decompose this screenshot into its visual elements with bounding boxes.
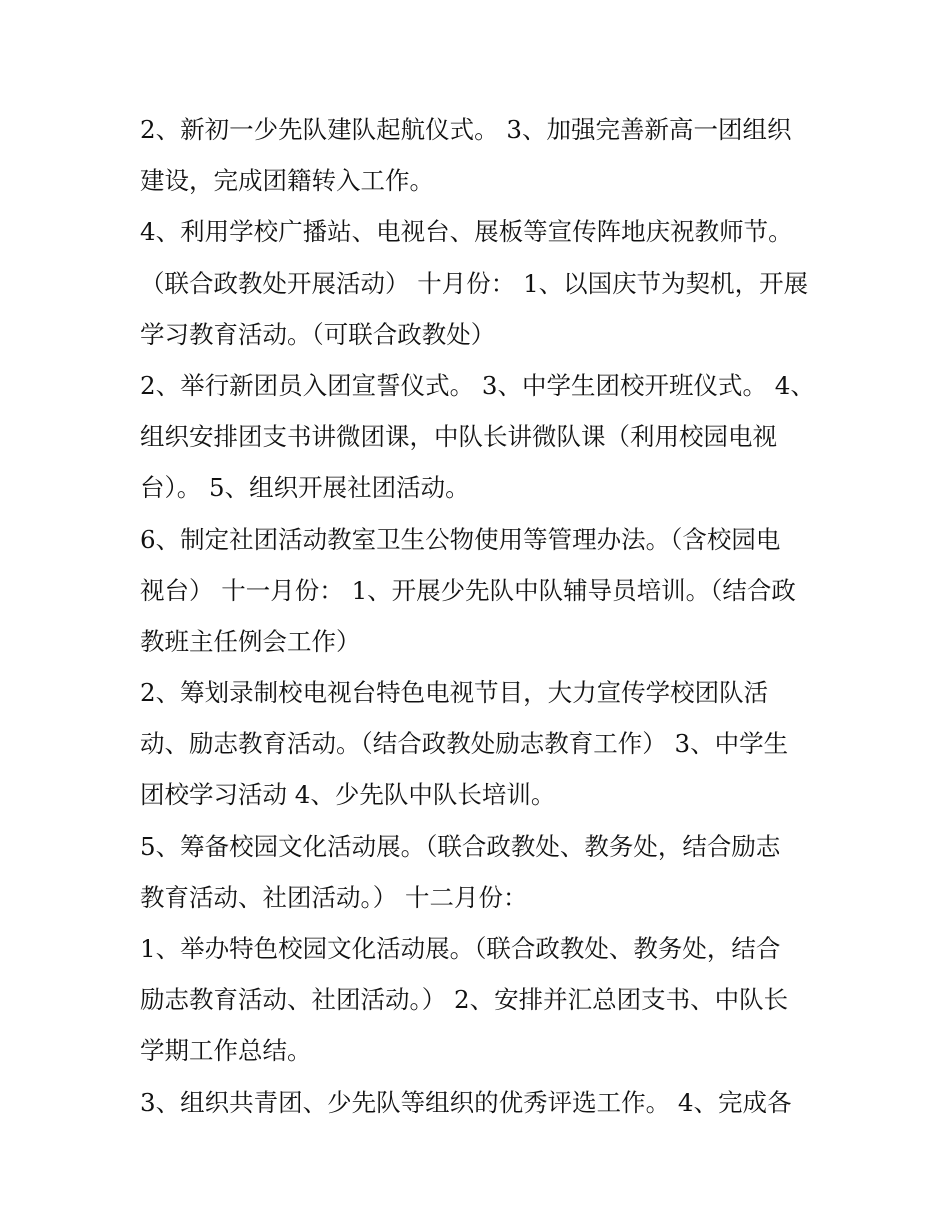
text-line-9: 6、制定社团活动教室卫生公物使用等管理办法。（含校园电 bbox=[140, 524, 781, 554]
text-line-11: 教班主任例会工作） bbox=[140, 626, 361, 656]
text-line-8: 台）。 5、组织开展社团活动。 bbox=[140, 473, 470, 503]
text-line-5: 学习教育活动。（可联合政教处） bbox=[140, 319, 496, 349]
text-line-18: 励志教育活动、社团活动。） 2、安排并汇总团支书、中队长 bbox=[140, 985, 789, 1015]
text-line-15: 5、筹备校园文化活动展。（联合政教处、教务处，结合励志 bbox=[140, 831, 781, 861]
text-line-14: 团校学习活动 4、少先队中队长培训。 bbox=[140, 780, 556, 810]
text-line-7: 组织安排团支书讲微团课，中队长讲微队课（利用校园电视 bbox=[140, 422, 777, 452]
text-line-12: 2、筹划录制校电视台特色电视节目，大力宣传学校团队活 bbox=[140, 678, 769, 708]
text-line-3: 4、利用学校广播站、电视台、展板等宣传阵地庆祝教师节。 bbox=[140, 217, 793, 247]
text-line-10: 视台） 十一月份： 1、开展少先队中队辅导员培训。（结合政 bbox=[140, 575, 796, 605]
text-line-2: 建设，完成团籍转入工作。 bbox=[140, 166, 434, 196]
text-line-13: 动、励志教育活动。（结合政教处励志教育工作） 3、中学生 bbox=[140, 729, 789, 759]
document-body-text bbox=[140, 104, 820, 1128]
text-line-16: 教育活动、社团活动。） 十二月份： bbox=[140, 882, 528, 912]
text-line-1: 2、新初一少先队建队起航仪式。 3、加强完善新高一团组织 bbox=[140, 115, 792, 144]
text-line-17: 1、举办特色校园文化活动展。（联合政教处、教务处，结合 bbox=[140, 934, 781, 963]
text-line-4: （联合政教处开展活动） 十月份： 1、以国庆节为契机，开展 bbox=[140, 268, 809, 298]
text-line-20: 3、组织共青团、少先队等组织的优秀评选工作。 4、完成各 bbox=[140, 1087, 792, 1117]
text-line-19: 学期工作总结。 bbox=[140, 1036, 312, 1066]
text-line-6: 2、举行新团员入团宣誓仪式。 3、中学生团校开班仪式。 4、 bbox=[140, 370, 815, 400]
